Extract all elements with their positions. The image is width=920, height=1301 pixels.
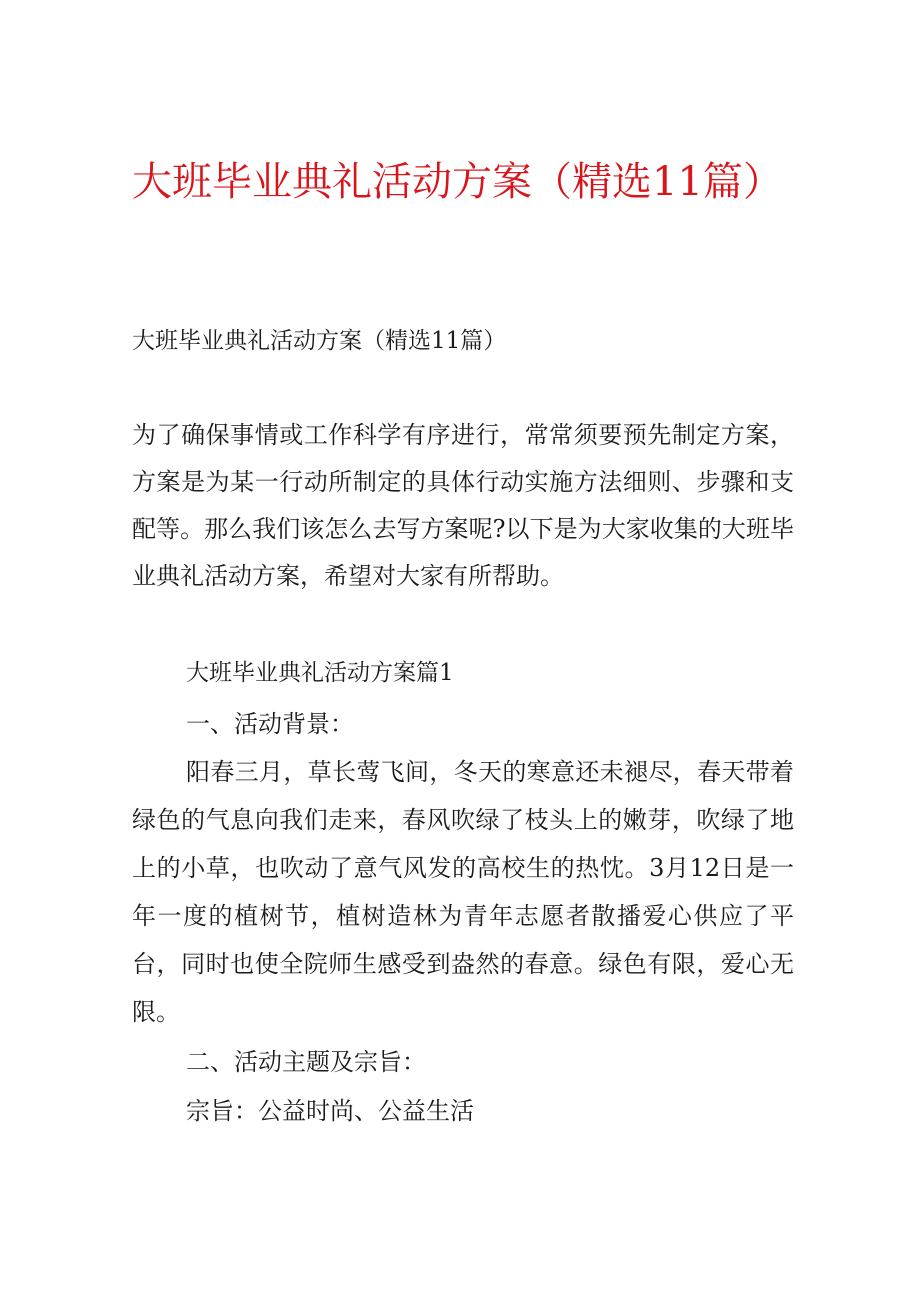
- part2-purpose: 宗旨：公益时尚、公益生活: [186, 1097, 474, 1125]
- document-subtitle: 大班毕业典礼活动方案（精选11篇）: [132, 328, 507, 354]
- part2-heading: 二、活动主题及宗旨：: [186, 1048, 426, 1076]
- part1-heading: 一、活动背景：: [186, 710, 354, 738]
- intro-paragraph: 为了确保事情或工作科学有序进行，常常须要预先制定方案，方案是为某一行动所制定的具体行动实施方法细则、步骤和支配等。那么我们该怎么去写方案呢?以下是为大家收集的大班毕业典礼活动方案，希望对大家有所帮助。: [132, 421, 794, 590]
- part1-body: 阳春三月，草长莺飞间，冬天的寒意还未褪尽，春天带着绿色的气息向我们走来，春风吹绿了枝头上的嫩芽，吹绿了地上的小草，也吹动了意气风发的高校生的热忱。3月12日是一年一度的植树节，植树造林为青年志愿者散播爱心供应了平台，同时也使全院师生感受到盎然的春意。绿色有限，爱心无限。: [132, 758, 794, 1026]
- document-title: 大班毕业典礼活动方案（精选11篇）: [132, 159, 783, 205]
- section-heading: 大班毕业典礼活动方案篇1: [186, 660, 454, 686]
